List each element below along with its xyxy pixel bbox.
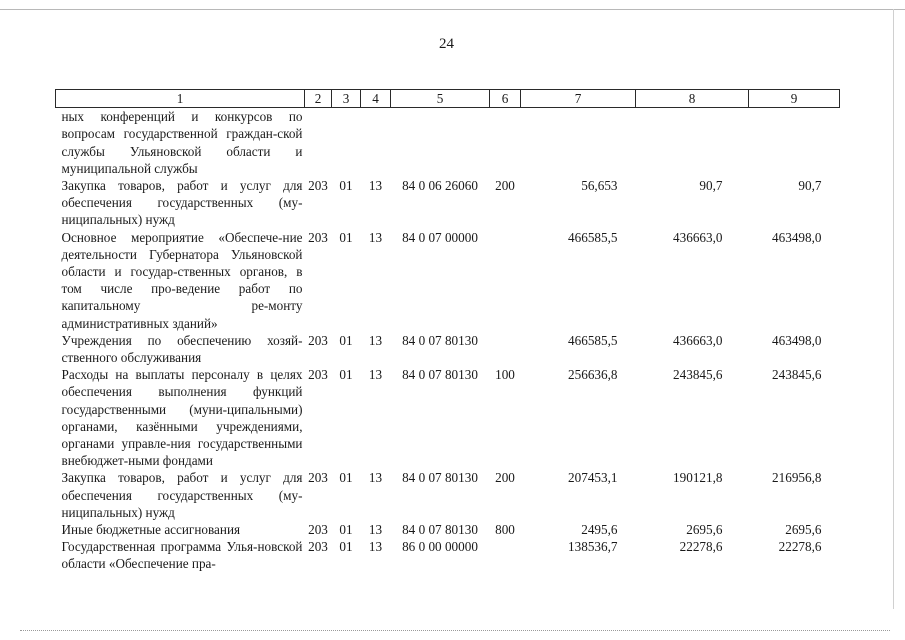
row-amount-3: 90,7: [798, 178, 822, 194]
row-code-rz: 01: [339, 332, 353, 348]
row-amount-1: [521, 108, 636, 177]
row-code-rz: 01: [339, 522, 353, 538]
table-row: [56, 177, 840, 229]
row-code-pr: 13: [368, 332, 383, 348]
row-amount-2: 190121,8: [673, 470, 723, 486]
row-code-rz: 01: [339, 470, 353, 486]
row-code-gr: 203: [308, 332, 328, 348]
table-row: [56, 108, 840, 177]
row-amount-1: 2495,6: [581, 522, 618, 538]
row-amount-1: 138536,7: [568, 539, 618, 555]
row-code-csr: 84 0 07 80130: [402, 470, 478, 486]
scan-edge-right: [893, 9, 894, 609]
row-code-pr: 13: [368, 229, 383, 245]
row-name: Основное мероприятие «Обеспече-ние деятельности Губернатора Ульяновской области и государ-ственных органов, в том числе про-ведение работ по капитальному ре-монту административных зданий»: [61, 229, 303, 331]
row-amount-3: 22278,6: [778, 539, 822, 555]
scan-edge-top: [0, 9, 905, 10]
row-code-rz: 01: [339, 229, 353, 245]
row-code-csr: 84 0 06 26060: [402, 178, 478, 194]
row-amount-3: 2695,6: [785, 522, 822, 538]
row-name: Расходы на выплаты персоналу в целях обеспечения выполнения функций государственными (муни-ципальными) органами, казёнными учреждениями, органами управле-ния государственными внебюджет-ными фондами: [61, 367, 303, 469]
row-code-pr: 13: [368, 522, 383, 538]
row-code-pr: [361, 108, 391, 177]
row-code-vr: 800: [495, 522, 515, 538]
budget-table: [55, 89, 840, 573]
header-col-9: 9: [749, 90, 840, 108]
row-amount-2: 243845,6: [673, 367, 723, 383]
row-name: Закупка товаров, работ и услуг для обеспечения государственных (му-ниципальных) нужд: [61, 470, 303, 520]
row-amount-1: 56,653: [581, 178, 618, 194]
row-amount-1: 256636,8: [568, 367, 618, 383]
table-row: [56, 538, 840, 572]
row-code-pr: 13: [368, 178, 383, 194]
row-name: Закупка товаров, работ и услуг для обеспечения государственных (му-ниципальных) нужд: [61, 178, 303, 228]
row-code-pr: 13: [368, 539, 383, 555]
table-row: [56, 332, 840, 366]
row-code-vr: 200: [495, 470, 515, 486]
row-amount-1: 466585,5: [568, 332, 618, 348]
row-code-vr: [490, 332, 521, 366]
header-col-6: 6: [490, 90, 521, 108]
row-name: Государственная программа Улья-новской области «Обеспечение пра-: [61, 539, 303, 572]
row-amount-3: [749, 108, 840, 177]
row-code-gr: [305, 108, 332, 177]
row-code-vr: 100: [495, 367, 515, 383]
row-code-pr: 13: [368, 367, 383, 383]
row-amount-3: 216956,8: [772, 470, 822, 486]
row-amount-2: 436663,0: [673, 332, 723, 348]
row-code-csr: [391, 108, 490, 177]
row-code-vr: [490, 538, 521, 572]
row-amount-2: 2695,6: [686, 522, 723, 538]
row-amount-3: 463498,0: [772, 332, 822, 348]
row-code-csr: 86 0 00 00000: [402, 539, 478, 555]
table-row: [56, 229, 840, 332]
row-amount-3: 463498,0: [772, 229, 822, 245]
row-code-rz: 01: [339, 367, 353, 383]
row-name: ных конференций и конкурсов по вопросам государственной граждан-ской службы Ульяновской области и муниципальной службы: [61, 109, 303, 176]
header-col-7: 7: [521, 90, 636, 108]
row-amount-3: 243845,6: [772, 367, 822, 383]
table-header-row: [56, 90, 840, 108]
header-col-5: 5: [391, 90, 490, 108]
row-name: Учреждения по обеспечению хозяй-ственного обслуживания: [61, 332, 303, 366]
row-code-vr: [490, 108, 521, 177]
header-col-4: 4: [361, 90, 391, 108]
row-code-vr: 200: [495, 178, 515, 194]
row-code-csr: 84 0 07 00000: [402, 229, 478, 245]
row-code-csr: 84 0 07 80130: [402, 367, 478, 383]
row-code-vr: [490, 229, 521, 332]
row-code-csr: 84 0 07 80130: [402, 522, 478, 538]
row-code-gr: 203: [308, 522, 328, 538]
row-amount-2: [636, 108, 749, 177]
page-number: 24: [439, 36, 454, 52]
row-code-rz: [332, 108, 361, 177]
header-col-8: 8: [636, 90, 749, 108]
row-code-gr: 203: [308, 470, 328, 486]
row-amount-2: 90,7: [699, 178, 723, 194]
row-code-rz: 01: [339, 178, 353, 194]
row-amount-1: 466585,5: [568, 229, 618, 245]
row-code-gr: 203: [308, 539, 328, 555]
row-code-gr: 203: [308, 178, 328, 194]
row-code-gr: 203: [308, 229, 328, 245]
row-code-gr: 203: [308, 367, 328, 383]
row-code-csr: 84 0 07 80130: [402, 332, 478, 348]
table-row: [56, 469, 840, 521]
row-code-pr: 13: [368, 470, 383, 486]
header-col-2: 2: [305, 90, 332, 108]
row-code-rz: 01: [339, 539, 353, 555]
table-row: [56, 366, 840, 469]
row-amount-2: 436663,0: [673, 229, 723, 245]
row-name: Иные бюджетные ассигнования: [61, 522, 241, 538]
header-col-1: 1: [56, 90, 305, 108]
table-row: [56, 521, 840, 538]
row-amount-1: 207453,1: [568, 470, 618, 486]
row-amount-2: 22278,6: [679, 539, 723, 555]
scan-edge-bottom: [20, 630, 890, 631]
header-col-3: 3: [332, 90, 361, 108]
